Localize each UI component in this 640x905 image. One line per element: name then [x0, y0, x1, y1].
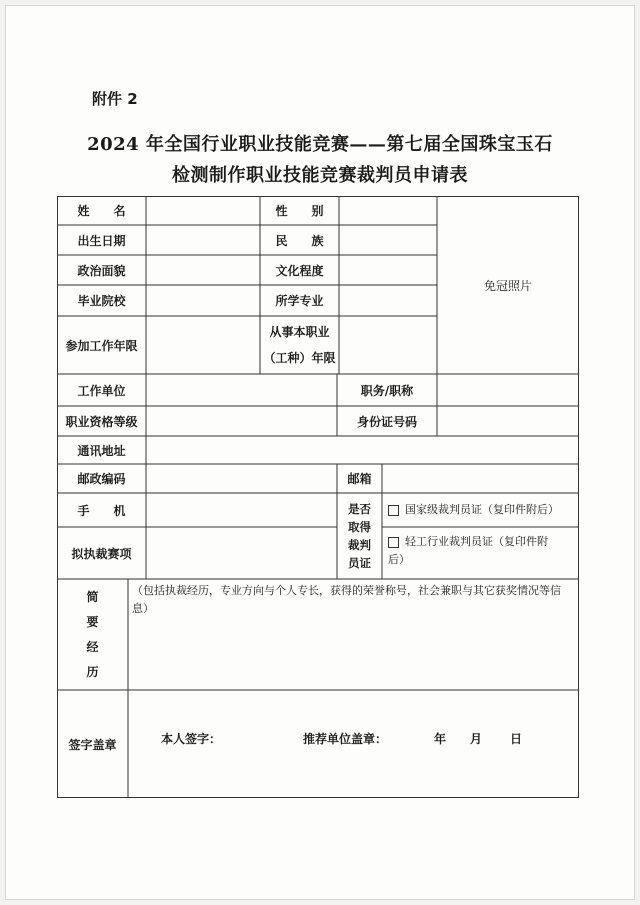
photo-box[interactable]: 免冠照片 [483, 278, 532, 293]
mobile-field[interactable] [146, 493, 337, 527]
cert-q-2: 取得 [348, 520, 371, 534]
job-years-label-line1: 从事本职业 [269, 325, 330, 339]
school-field[interactable] [146, 285, 260, 316]
qualification-label: 职业资格等级 [65, 414, 138, 429]
birth-label: 出生日期 [77, 233, 126, 248]
cert-q-1: 是否 [348, 502, 371, 516]
cert-national-text: 国家级裁判员证（复印件附后） [405, 503, 559, 516]
address-field[interactable] [146, 436, 579, 464]
resume-field[interactable] [132, 582, 576, 688]
name-label: 姓 名 [77, 204, 126, 218]
email-field[interactable] [382, 464, 579, 493]
cert-light-option[interactable] [388, 529, 577, 577]
year-label: 年 [434, 731, 447, 746]
position-label: 职务/职称 [360, 383, 414, 398]
id-number-field[interactable] [437, 406, 579, 436]
cert-q-4: 员证 [348, 556, 371, 570]
major-label: 所学专业 [275, 294, 324, 308]
work-years-label: 参加工作年限 [65, 338, 138, 353]
job-years-field[interactable] [339, 316, 437, 374]
cert-light-text-1: 轻工行业裁判员证（复印件附 [405, 535, 548, 548]
id-number-label: 身份证号码 [356, 414, 417, 429]
ethnicity-label: 民 族 [275, 233, 324, 248]
month-label: 月 [470, 731, 483, 746]
cert-question-label [337, 493, 382, 579]
education-label: 文化程度 [275, 263, 324, 278]
education-field[interactable] [339, 255, 437, 285]
gender-label: 性 别 [275, 204, 324, 218]
resume-char-1: 简 [86, 589, 99, 604]
cert-q-3: 裁判 [348, 538, 371, 552]
events-label: 拟执裁赛项 [71, 546, 132, 561]
cert-light-text-2: 后） [388, 553, 410, 566]
self-sign-label: 本人签字： [161, 731, 222, 746]
name-field[interactable] [146, 196, 260, 225]
events-field[interactable] [146, 527, 337, 579]
school-label: 毕业院校 [77, 294, 126, 308]
form-title-line1: 2024 年全国行业职业技能竞赛——第七届全国珠宝玉石 [87, 134, 553, 155]
address-label: 通讯地址 [77, 443, 126, 458]
mobile-label: 手 机 [77, 503, 126, 518]
cert-national-option[interactable] [388, 493, 579, 527]
unit-seal-label: 推荐单位盖章： [303, 731, 388, 746]
day-label: 日 [510, 731, 523, 746]
cert-light-checkbox[interactable] [388, 537, 399, 548]
major-field[interactable] [339, 285, 437, 316]
ethnicity-field[interactable] [339, 225, 437, 255]
resume-char-4: 历 [86, 664, 99, 679]
work-years-field[interactable] [146, 316, 260, 374]
postcode-field[interactable] [146, 464, 337, 493]
politics-label: 政治面貌 [77, 263, 126, 278]
postcode-label: 邮政编码 [77, 472, 126, 486]
email-label: 邮箱 [347, 472, 372, 486]
form-title-line2: 检测制作职业技能竞赛裁判员申请表 [172, 165, 468, 186]
politics-field[interactable] [146, 255, 260, 285]
qualification-field[interactable] [146, 406, 337, 436]
position-field[interactable] [437, 374, 579, 406]
employer-field[interactable] [146, 374, 337, 406]
job-years-label [260, 316, 339, 374]
attachment-label: 附件 2 [92, 90, 138, 108]
job-years-label-line2: （工种）年限 [263, 351, 336, 365]
resume-hint: （包括执裁经历，专业方向与个人专长，获得的荣誉称号，社会兼职与其它获奖情况等信息） [132, 584, 561, 615]
birth-field[interactable] [146, 225, 260, 255]
gender-field[interactable] [339, 196, 437, 225]
application-form-table [57, 196, 579, 798]
resume-char-3: 经 [86, 639, 99, 654]
sign-label: 签字盖章 [68, 737, 117, 752]
resume-char-2: 要 [86, 614, 99, 629]
cert-national-checkbox[interactable] [388, 505, 399, 516]
resume-label [57, 579, 128, 690]
employer-label: 工作单位 [77, 383, 126, 398]
